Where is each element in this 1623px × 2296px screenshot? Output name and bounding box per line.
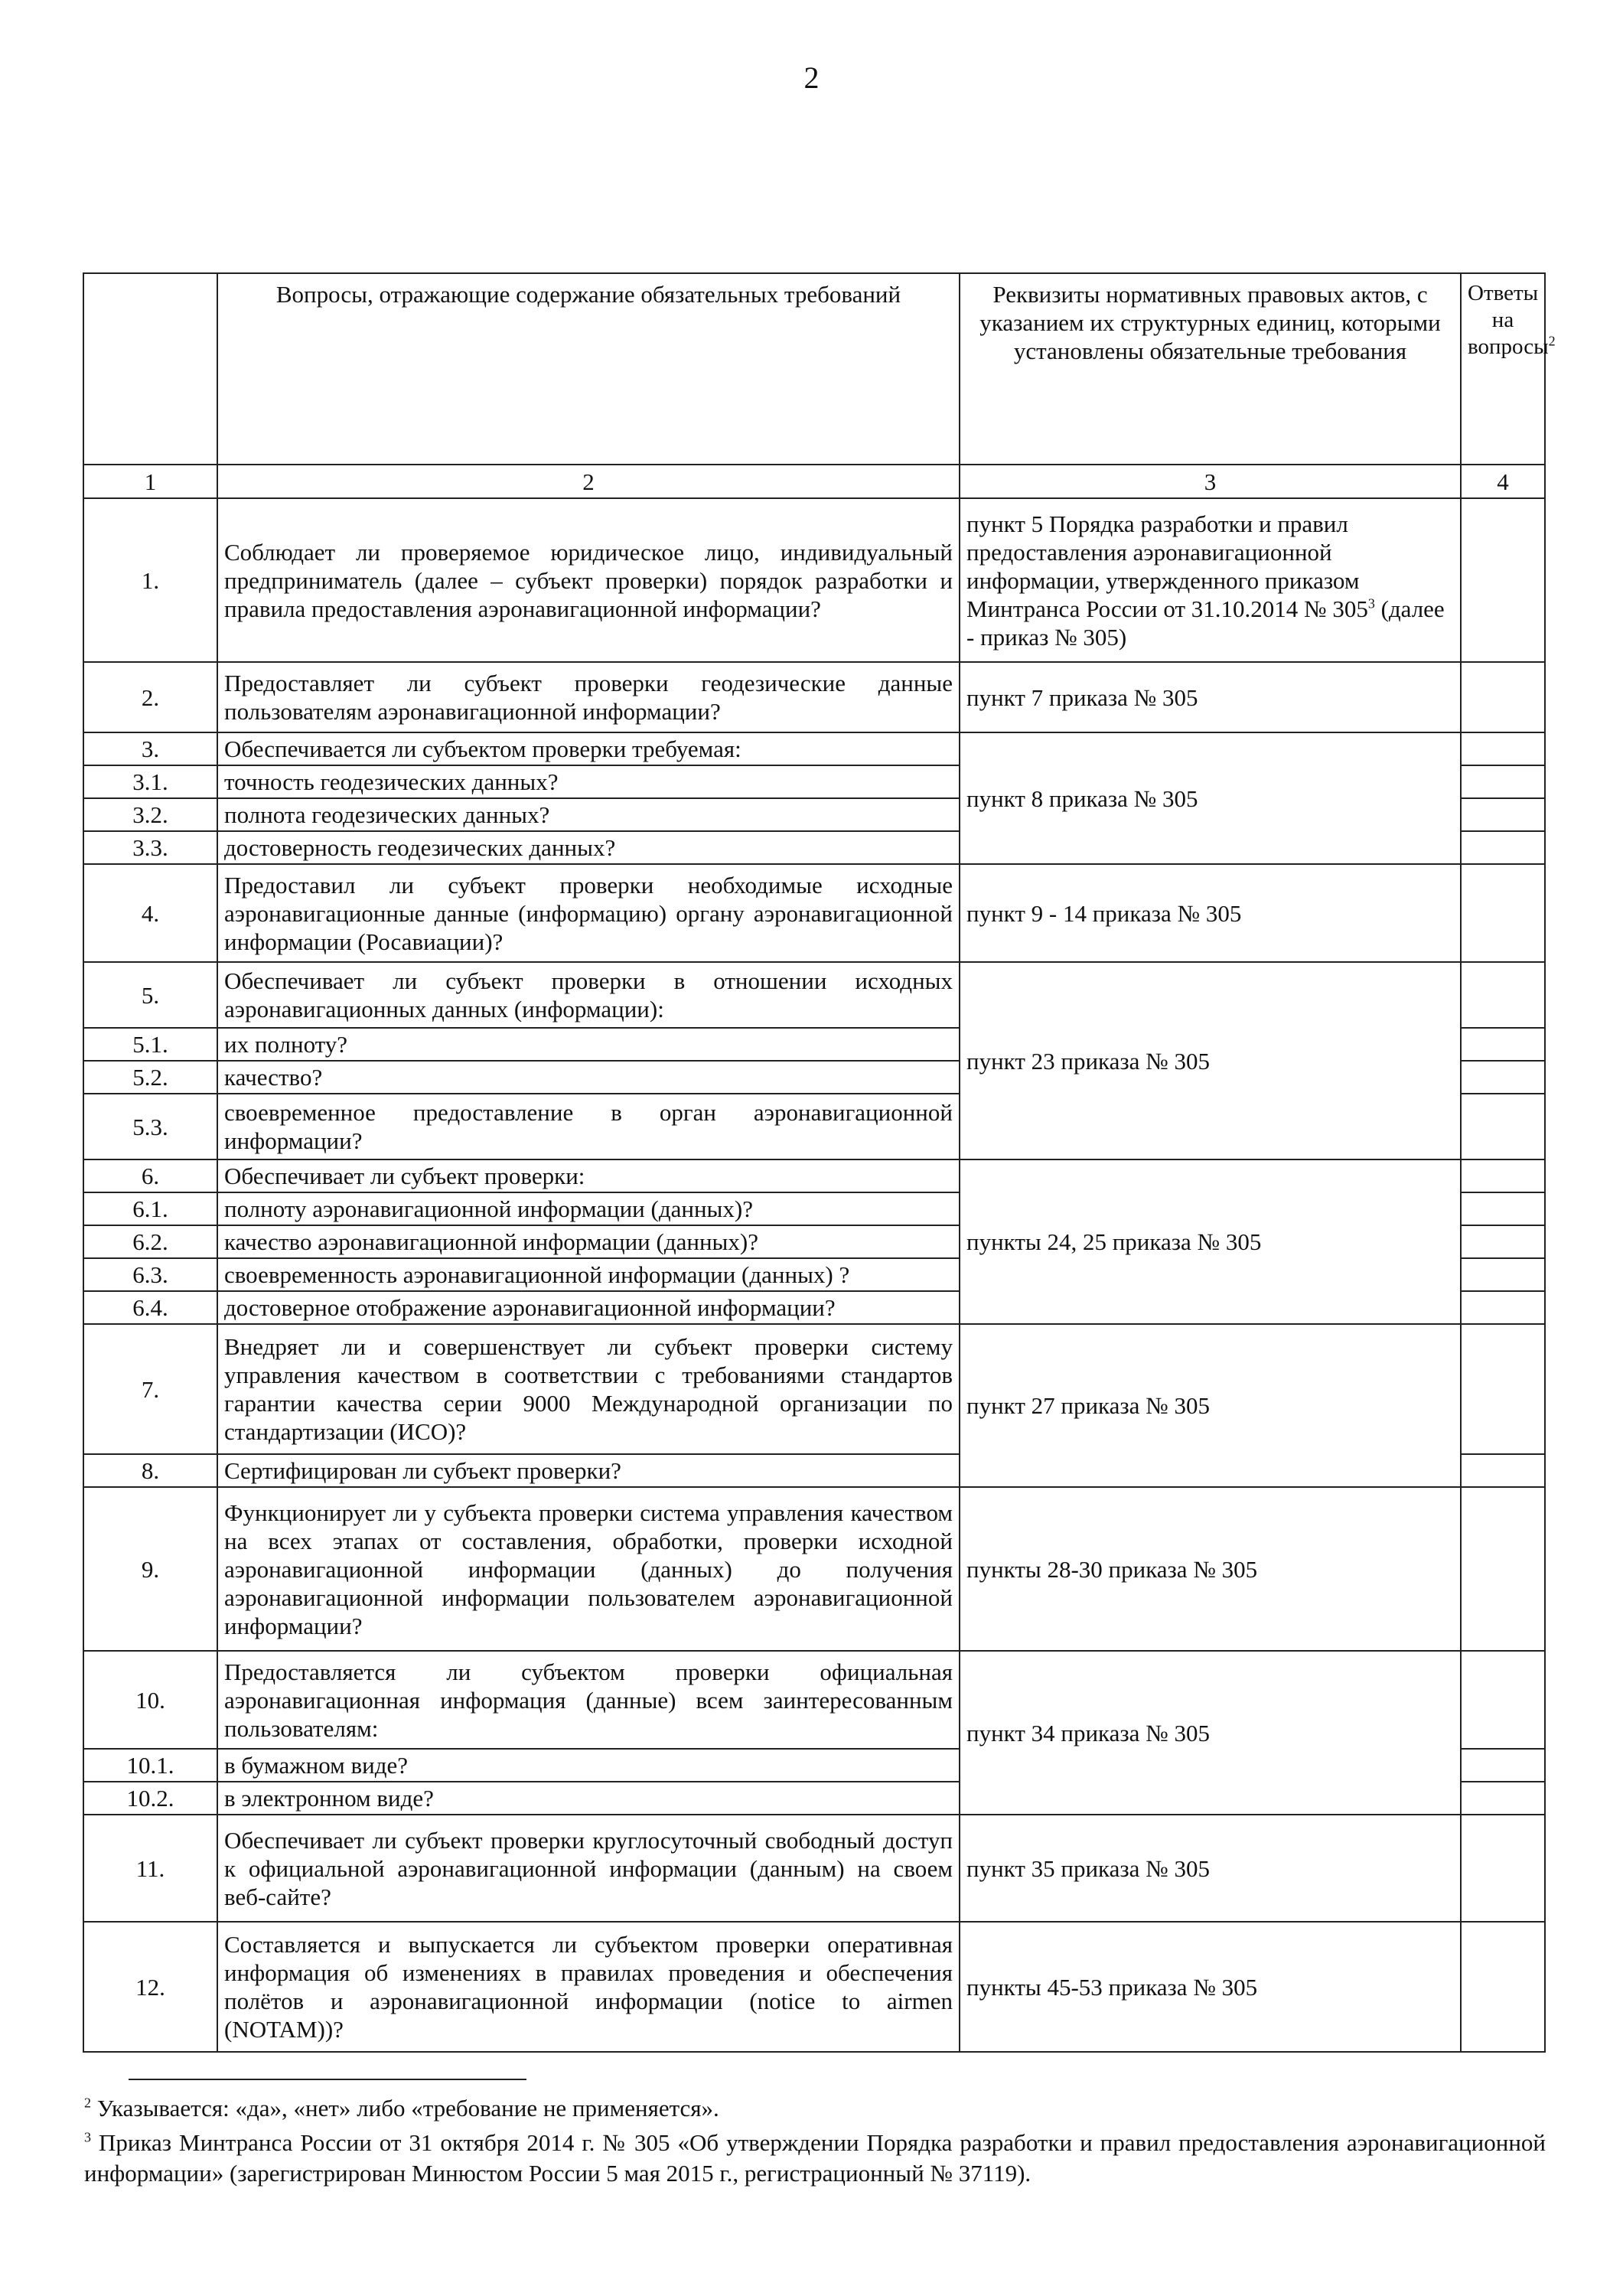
table-row — [83, 864, 1545, 962]
header-answers — [1461, 273, 1556, 465]
row-number: 10. — [83, 1651, 217, 1749]
footnote-2 — [84, 2093, 1546, 2124]
answer-cell[interactable] — [1461, 1159, 1545, 1192]
answer-cell[interactable] — [1461, 498, 1545, 662]
footnote-text: Приказ Минтранса России от 31 октября 2014 г. № 305 «Об утверждении Порядка разработки и правил предоставления аэронавигационной информации» (зарегистрирован Минюстом России 5 мая 2015 г., регистрационный № 37119). — [84, 2129, 1546, 2187]
reference-text: пункты 28-30 приказа № 305 — [960, 1487, 1461, 1651]
row-number: 5.3. — [83, 1094, 217, 1159]
question-text: Сертифицирован ли субъект проверки? — [217, 1454, 960, 1487]
answer-cell[interactable] — [1461, 732, 1545, 765]
reference-text: пункт 27 приказа № 305 — [960, 1324, 1461, 1487]
question-text: своевременность аэронавигационной информации (данных) ? — [217, 1258, 960, 1291]
question-text: Предоставил ли субъект проверки необходимые исходные аэронавигационные данные (информацию) органу аэронавигационной информации (Росавиации)? — [217, 864, 960, 962]
row-number: 5. — [83, 962, 217, 1028]
footnote-separator — [129, 2079, 526, 2080]
table-row — [83, 1922, 1545, 2052]
answer-cell[interactable] — [1461, 1258, 1545, 1291]
reference-text: пункт 9 - 14 приказа № 305 — [960, 864, 1461, 962]
answer-cell[interactable] — [1461, 864, 1545, 962]
row-number: 1. — [83, 498, 217, 662]
question-text: достоверное отображение аэронавигационной информации? — [217, 1291, 960, 1324]
row-number: 7. — [83, 1324, 217, 1454]
row-number: 6.3. — [83, 1258, 217, 1291]
page-number: 2 — [803, 60, 820, 95]
header-questions: Вопросы, отражающие содержание обязательных требований — [217, 273, 960, 465]
table-header-row — [83, 273, 1545, 465]
row-number: 3.2. — [83, 798, 217, 831]
table-row — [83, 732, 1545, 765]
row-number: 3. — [83, 732, 217, 765]
question-text: Составляется и выпускается ли субъектом проверки оперативная информация об изменениях в правилах проведения и обеспечения полётов и аэронавигационной информации (notice to airmen (NOTAM))? — [217, 1922, 960, 2052]
column-number: 4 — [1461, 465, 1545, 498]
table-row — [83, 498, 1545, 662]
answer-cell[interactable] — [1461, 1028, 1545, 1061]
reference-text — [960, 498, 1461, 662]
answer-cell[interactable] — [1461, 1922, 1545, 2052]
row-number: 6. — [83, 1159, 217, 1192]
answer-cell[interactable] — [1461, 1225, 1545, 1258]
answer-cell[interactable] — [1461, 662, 1545, 732]
table-row — [83, 662, 1545, 732]
answer-cell[interactable] — [1461, 831, 1545, 864]
table-row — [83, 1815, 1545, 1922]
reference-main: пункт 5 Порядка разработки и правил предоставления аэронавигационной информации, утвержденного приказом Минтранса России от 31.10.2014 № 305 — [966, 510, 1368, 622]
footnote-mark: 2 — [84, 2095, 91, 2111]
row-number: 4. — [83, 864, 217, 962]
footnote-text: Указывается: «да», «нет» либо «требование не применяется». — [96, 2095, 719, 2122]
row-number: 10.2. — [83, 1782, 217, 1815]
answer-cell[interactable] — [1461, 1487, 1545, 1651]
reference-text: пункт 7 приказа № 305 — [960, 662, 1461, 732]
question-text: достоверность геодезических данных? — [217, 831, 960, 864]
question-text: Предоставляется ли субъектом проверки официальная аэронавигационная информация (данные) всем заинтересованным пользователям: — [217, 1651, 960, 1749]
answer-cell[interactable] — [1461, 1815, 1545, 1922]
question-text: Функционирует ли у субъекта проверки система управления качеством на всех этапах от составления, обработки, проверки исходной аэронавигационной информации (данных) до получения аэронавигационной информации пользователем аэронавигационной информации? — [217, 1487, 960, 1651]
question-text: Предоставляет ли субъект проверки геодезические данные пользователям аэронавигационной информации? — [217, 662, 960, 732]
table-row — [83, 1159, 1545, 1192]
question-text: полнота геодезических данных? — [217, 798, 960, 831]
question-text: Обеспечивается ли субъектом проверки требуемая: — [217, 732, 960, 765]
question-text: качество аэронавигационной информации (данных)? — [217, 1225, 960, 1258]
reference-text: пункт 8 приказа № 305 — [960, 732, 1461, 864]
footnote-ref-3: 3 — [1367, 595, 1375, 612]
row-number: 5.1. — [83, 1028, 217, 1061]
row-number: 6.2. — [83, 1225, 217, 1258]
question-text: в электронном виде? — [217, 1782, 960, 1815]
reference-text: пункт 35 приказа № 305 — [960, 1815, 1461, 1922]
header-col1 — [83, 273, 217, 465]
column-number-row — [83, 465, 1545, 498]
footnote-ref-2: 2 — [1548, 333, 1556, 349]
question-text: в бумажном виде? — [217, 1749, 960, 1782]
question-text: Обеспечивает ли субъект проверки круглосуточный свободный доступ к официальной аэронавигационной информации (данным) на своем веб-сайте? — [217, 1815, 960, 1922]
answer-cell[interactable] — [1461, 962, 1545, 1028]
reference-text: пункты 24, 25 приказа № 305 — [960, 1159, 1461, 1324]
row-number: 6.1. — [83, 1192, 217, 1225]
question-text: их полноту? — [217, 1028, 960, 1061]
row-number: 12. — [83, 1922, 217, 2052]
row-number: 10.1. — [83, 1749, 217, 1782]
row-number: 3.3. — [83, 831, 217, 864]
requirements-table — [83, 272, 1556, 2053]
question-text: своевременное предоставление в орган аэронавигационной информации? — [217, 1094, 960, 1159]
question-text: Соблюдает ли проверяемое юридическое лицо, индивидуальный предприниматель (далее – субъект проверки) порядок разработки и правила предоставления аэронавигационной информации? — [217, 498, 960, 662]
answer-cell[interactable] — [1461, 1782, 1545, 1815]
row-number: 8. — [83, 1454, 217, 1487]
answer-cell[interactable] — [1461, 1061, 1545, 1094]
reference-text: пункт 23 приказа № 305 — [960, 962, 1461, 1159]
column-number: 1 — [83, 465, 217, 498]
question-text: полноту аэронавигационной информации (данных)? — [217, 1192, 960, 1225]
answer-cell[interactable] — [1461, 1291, 1545, 1324]
header-references: Реквизиты нормативных правовых актов, с указанием их структурных единиц, которыми установлены обязательные требования — [960, 273, 1461, 465]
reference-tail: (далее - приказ № 305) — [966, 595, 1445, 651]
footnote-3 — [84, 2128, 1546, 2189]
row-number: 6.4. — [83, 1291, 217, 1324]
question-text: Внедряет ли и совершенствует ли субъект проверки систему управления качеством в соответствии с требованиями стандартов гарантии качества серии 9000 Международной организации по стандартизации (ИСО)? — [217, 1324, 960, 1454]
row-number: 2. — [83, 662, 217, 732]
question-text: точность геодезических данных? — [217, 765, 960, 798]
question-text: Обеспечивает ли субъект проверки: — [217, 1159, 960, 1192]
row-number: 5.2. — [83, 1061, 217, 1094]
table-row — [83, 1324, 1545, 1454]
row-number: 11. — [83, 1815, 217, 1922]
answer-cell[interactable] — [1461, 798, 1545, 831]
answer-cell[interactable] — [1461, 1324, 1545, 1454]
column-number: 2 — [217, 465, 960, 498]
table-row — [83, 1487, 1545, 1651]
answer-cell[interactable] — [1461, 1454, 1545, 1487]
answer-cell[interactable] — [1461, 1094, 1545, 1159]
reference-text: пункт 34 приказа № 305 — [960, 1651, 1461, 1815]
table-row — [83, 1651, 1545, 1749]
question-text: качество? — [217, 1061, 960, 1094]
answer-cell[interactable] — [1461, 765, 1545, 798]
question-text: Обеспечивает ли субъект проверки в отношении исходных аэронавигационных данных (информации): — [217, 962, 960, 1028]
answer-cell[interactable] — [1461, 1651, 1545, 1749]
footnote-mark: 3 — [84, 2129, 91, 2145]
row-number: 9. — [83, 1487, 217, 1651]
column-number: 3 — [960, 465, 1461, 498]
reference-text: пункты 45-53 приказа № 305 — [960, 1922, 1461, 2052]
answer-cell[interactable] — [1461, 1192, 1545, 1225]
row-number: 3.1. — [83, 765, 217, 798]
header-answers-text: Ответы на вопросы — [1468, 281, 1549, 359]
answer-cell[interactable] — [1461, 1749, 1545, 1782]
table-row — [83, 962, 1545, 1028]
